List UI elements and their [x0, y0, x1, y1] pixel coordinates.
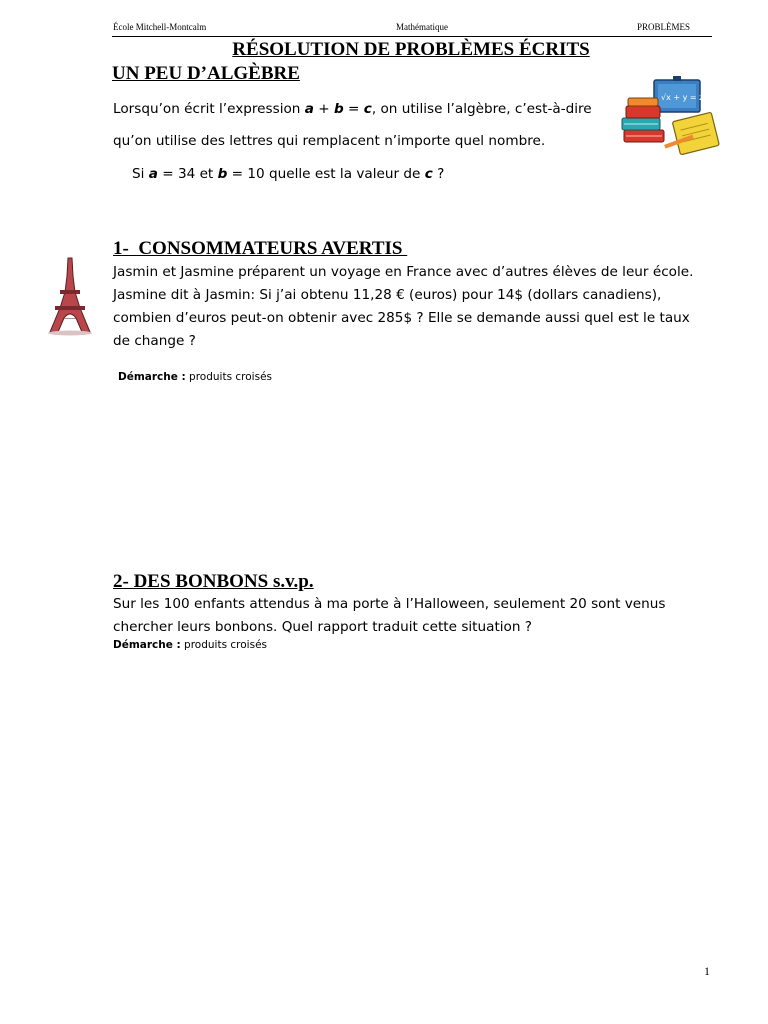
variable-c: c — [363, 101, 372, 117]
problem-1-line: de change ? — [113, 333, 196, 349]
header-subject: Mathématique — [396, 22, 448, 32]
demarche-value: produits croisés — [185, 371, 272, 383]
question-text: = 34 et — [157, 166, 218, 182]
operator-plus: + — [313, 101, 334, 117]
problem-1-line: Jasmine dit à Jasmin: Si j’ai obtenu 11,28 € (euros) pour 14$ (dollars canadiens), — [113, 287, 662, 303]
operator-equals: = — [343, 101, 364, 117]
clipart-formula: √x + y = z — [661, 93, 704, 102]
math-books-clipart — [618, 74, 726, 156]
header-section: PROBLÈMES — [637, 22, 691, 32]
variable-b: b — [333, 101, 344, 117]
demarche-label: Démarche : — [113, 639, 181, 651]
demarche-label: Démarche : — [118, 371, 186, 383]
page-number: 1 — [704, 964, 710, 978]
problem-2-demarche — [113, 639, 267, 651]
demarche-value: produits croisés — [180, 639, 267, 651]
problem-2-text — [113, 593, 665, 639]
variable-c: c — [424, 166, 433, 182]
section-heading-problem-2: 2- DES BONBONS s.v.p. — [113, 571, 314, 592]
intro-line-2: qu’on utilise des lettres qui remplacent n’importe quel nombre. — [113, 133, 546, 149]
header-school: École Mitchell-Montcalm — [113, 22, 207, 32]
header-divider — [112, 36, 712, 37]
section-heading-algebra: UN PEU D’ALGÈBRE — [112, 63, 300, 84]
intro-text: , on utilise l’algèbre, c’est-à-dire — [371, 101, 592, 117]
intro-text: Lorsqu’on écrit l’expression — [113, 101, 305, 117]
intro-line-1 — [113, 98, 592, 121]
problem-1-text — [113, 261, 693, 353]
variable-a: a — [148, 166, 158, 182]
question-text: Si — [132, 166, 149, 182]
variable-b: b — [217, 166, 228, 182]
section-heading-problem-1: 1- CONSOMMATEURS AVERTIS — [113, 238, 408, 259]
problem-2-line: chercher leurs bonbons. Quel rapport traduit cette situation ? — [113, 619, 533, 635]
problem-2-line: Sur les 100 enfants attendus à ma porte à l’Halloween, seulement 20 sont venus — [113, 596, 666, 612]
problem-1-demarche — [118, 371, 272, 383]
problem-1-line: Jasmin et Jasmine préparent un voyage en France avec d’autres élèves de leur école. — [113, 264, 694, 280]
question-text: ? — [432, 166, 445, 182]
document-title: RÉSOLUTION DE PROBLÈMES ÉCRITS — [232, 39, 590, 60]
variable-a: a — [304, 101, 314, 117]
question-text: = 10 quelle est la valeur de — [227, 166, 425, 182]
problem-1-line: combien d’euros peut-on obtenir avec 285$ ? Elle se demande aussi quel est le taux — [113, 310, 690, 326]
intro-question — [132, 163, 444, 186]
eiffel-tower-clipart — [44, 256, 96, 336]
